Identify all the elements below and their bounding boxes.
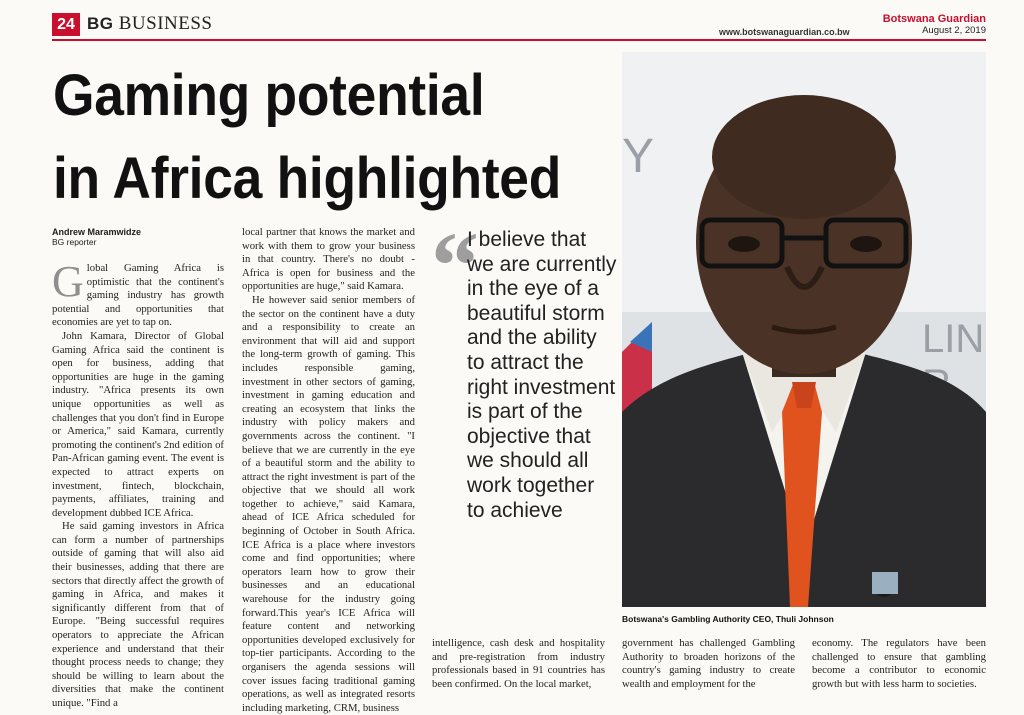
header-rule	[52, 39, 986, 41]
paragraph: intelligence, cash desk and hospitality and pre-registration from industry professionals based in 91 countries has been confirmed. On the local market,	[432, 637, 605, 690]
drop-cap: G	[52, 257, 84, 306]
section-title	[87, 13, 213, 35]
headline	[53, 54, 568, 220]
byline	[52, 227, 141, 247]
publication-date: August 2, 2019	[922, 25, 986, 36]
headline-line-2: in Africa highlighted	[53, 146, 562, 211]
byline-role: BG reporter	[52, 237, 97, 247]
paragraph: economy. The regulators have been challenged to ensure that gambling become a contributor to economic growth but with less harm to societies.	[812, 637, 986, 690]
quote-mark-icon: “	[431, 212, 479, 319]
pull-quote-text: I believe that we are currently in the eye of a beautiful storm and the ability to attract the right investment is part of the objective that we should all work together to achieve	[467, 228, 617, 522]
page-number: 24	[52, 13, 80, 36]
section-title-rest: BUSINESS	[118, 13, 213, 34]
svg-text:LIN: LIN	[922, 317, 985, 361]
article-column-3	[432, 637, 605, 691]
website-url: www.botswanaguardian.co.bw	[719, 27, 850, 37]
svg-text:Y: Y	[622, 130, 655, 183]
article-column-1	[52, 257, 224, 711]
section-title-bold: BG	[87, 14, 114, 33]
article-column-5	[812, 637, 986, 691]
byline-author: Andrew Maramwidze	[52, 227, 142, 237]
paragraph: government has challenged Gambling Authority to broaden horizons of the country's gaming industry to create wealth and employment for the	[622, 637, 795, 690]
photo-caption: Botswana's Gambling Authority CEO, Thuli Johnson	[622, 614, 834, 624]
paragraph-text: lobal Gaming Africa is optimistic that the continent's gaming industry has growth potential and opportunities that economies are yet to tap on.	[52, 262, 224, 329]
paragraph: He said gaming investors in Africa can form a number of partnerships outside of gaming that will also aid their businesses, adding that there are sectors that directly affect the growth of gaming in Africa, and makes it significantly different from that of Europe. "Being successful requires operators to appreciate the African experience and understand that their thought process needs to change; they should be willing to learn about the diversities that make the continent unique. "Find a	[52, 520, 224, 709]
publication-info	[883, 13, 986, 36]
publication-name: Botswana Guardian	[882, 13, 986, 25]
article-column-4	[622, 637, 795, 691]
paragraph	[52, 257, 224, 330]
paragraph: He however said senior members of the sector on the continent have a duty and a responsibility to create an environment that will aid and support the long-term growth of gaming. This includes responsible gaming, investment in other sectors of gaming, investment in gaming education and creating an ecosystem that links the industry with policy makers and governments across the continent. "I believe that we are currently in the eye of a beautiful storm and the ability to attract the right investment is part of the objective that we should all work together to achieve," said Kamara, ahead of ICE Africa scheduled for beginning of October in South Africa. ICE Africa is a place where investors come and find opportunities; where operators learn how to grow their businesses and an educational warehouse for the industry going forward.This year's ICE Africa will feature content and networking opportunities developed exclusively for top-tier participants. According to the organisers the agenda sessions will cover issues facing traditional gaming operations, as well as integrated resorts including marketing, CRM, business	[242, 293, 415, 714]
headline-line-1: Gaming potential	[53, 63, 485, 128]
portrait-photo	[622, 52, 986, 607]
article-column-2	[242, 226, 415, 715]
page-header	[52, 12, 986, 40]
pull-quote	[428, 212, 618, 628]
paragraph: John Kamara, Director of Global Gaming Africa said the continent is open for business, adding that opportunities are huge in the gaming industry. "Africa presents its own unique opportunities as well as challenges that you don't find in Europe or America," said Kamara, currently promoting the continent's 2nd edition of Pan-African gaming event. The event is expected to attract experts on investment, fintech, blockchain, payments, affiliates, training and development dubbed ICE Africa.	[52, 329, 224, 519]
paragraph: local partner that knows the market and work with them to grow your business in that country. There's no doubt - Africa is open for business and the opportunities are huge," said Kamara.	[242, 226, 415, 293]
